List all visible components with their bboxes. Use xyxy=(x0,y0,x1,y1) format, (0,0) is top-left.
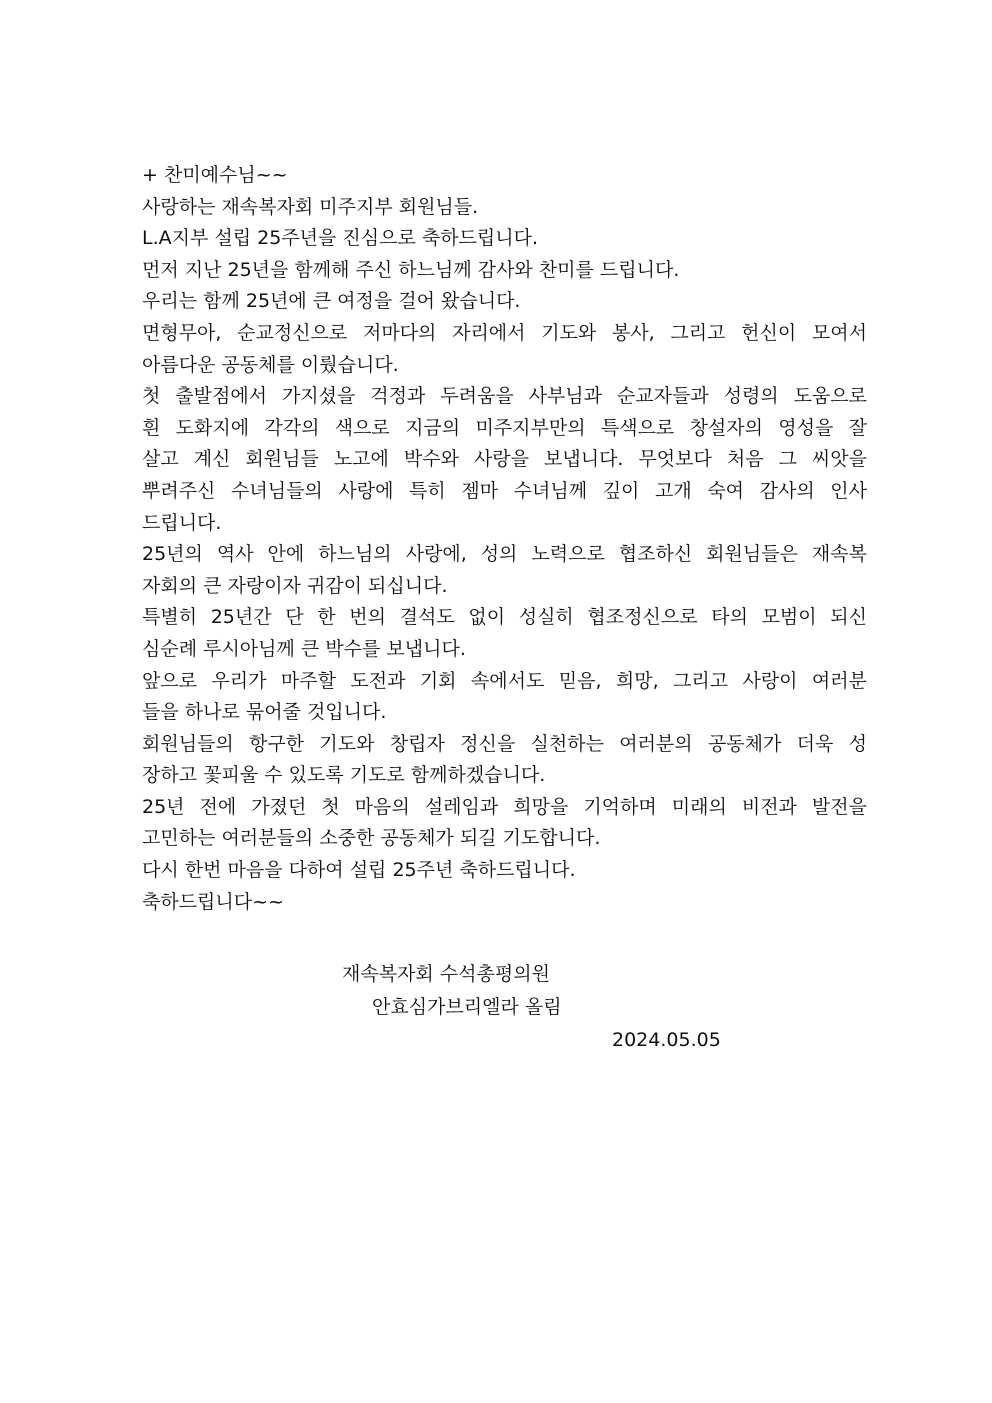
letter-line: 살고 계신 회원님들 노고에 박수와 사랑을 보냅니다. 무엇보다 처음 그 씨앗을 xyxy=(142,448,867,471)
letter-line: + 찬미예수님~~ xyxy=(142,164,288,186)
letter-line: 회원님들의 항구한 기도와 창립자 정신을 실천하는 여러분의 공동체가 더욱 성 xyxy=(142,732,867,755)
letter-line: 우리는 함께 25년에 큰 여정을 걸어 왔습니다. xyxy=(142,290,521,313)
letter-line: 특별히 25년간 단 한 번의 결석도 없이 성실히 협조정신으로 타의 모범이 되신 xyxy=(142,606,867,629)
letter-line: 흰 도화지에 각각의 색으로 지금의 미주지부만의 특색으로 창설자의 영성을 잘 xyxy=(142,416,867,439)
signature-organization: 재속복자회 수석총평의원 xyxy=(342,963,550,985)
letter-line: 면형무아, 순교정신으로 저마다의 자리에서 기도와 봉사, 그리고 헌신이 모여서 xyxy=(142,321,867,344)
letter-line: 뿌려주신 수녀님들의 사랑에 특히 젬마 수녀님께 깊이 고개 숙여 감사의 인사 xyxy=(142,479,867,502)
letter-line: 축하드립니다~~ xyxy=(142,890,284,913)
letter-line: 먼저 지난 25년을 함께해 주신 하느님께 감사와 찬미를 드립니다. xyxy=(142,258,680,281)
letter-line: 아름다운 공동체를 이뤘습니다. xyxy=(142,353,399,376)
letter-line: 사랑하는 재속복자회 미주지부 회원님들. xyxy=(142,195,479,218)
letter-body xyxy=(142,160,867,918)
letter-line: 다시 한번 마음을 다하여 설립 25주년 축하드립니다. xyxy=(142,859,576,882)
letter-line: 자회의 큰 자랑이자 귀감이 되십니다. xyxy=(142,574,448,597)
letter-line: 앞으로 우리가 마주할 도전과 기회 속에서도 믿음, 희망, 그리고 사랑이 여러분 xyxy=(142,669,867,692)
letter-line: 들을 하나로 묶어줄 것입니다. xyxy=(142,701,387,724)
letter-line: 심순례 루시아님께 큰 박수를 보냅니다. xyxy=(142,637,466,660)
letter-line: 첫 출발점에서 가지셨을 걱정과 두려움을 사부님과 순교자들과 성령의 도움으로 xyxy=(142,385,867,408)
letter-line: L.A지부 설립 25주년을 진심으로 축하드립니다. xyxy=(142,227,539,250)
letter-line: 25년 전에 가졌던 첫 마음의 설레임과 희망을 기억하며 미래의 비전과 발전을 xyxy=(142,795,867,818)
letter-line: 드립니다. xyxy=(142,511,222,534)
letter-line: 고민하는 여러분들의 소중한 공동체가 되길 기도합니다. xyxy=(142,827,601,850)
letter-line: 25년의 역사 안에 하느님의 사랑에, 성의 노력으로 협조하신 회원님들은 재속복 xyxy=(142,543,867,566)
letter-line: 장하고 꽃피울 수 있도록 기도로 함께하겠습니다. xyxy=(142,764,546,787)
signature-date: 2024.05.05 xyxy=(612,1029,721,1051)
signature-author: 안효심가브리엘라 올림 xyxy=(372,996,562,1018)
